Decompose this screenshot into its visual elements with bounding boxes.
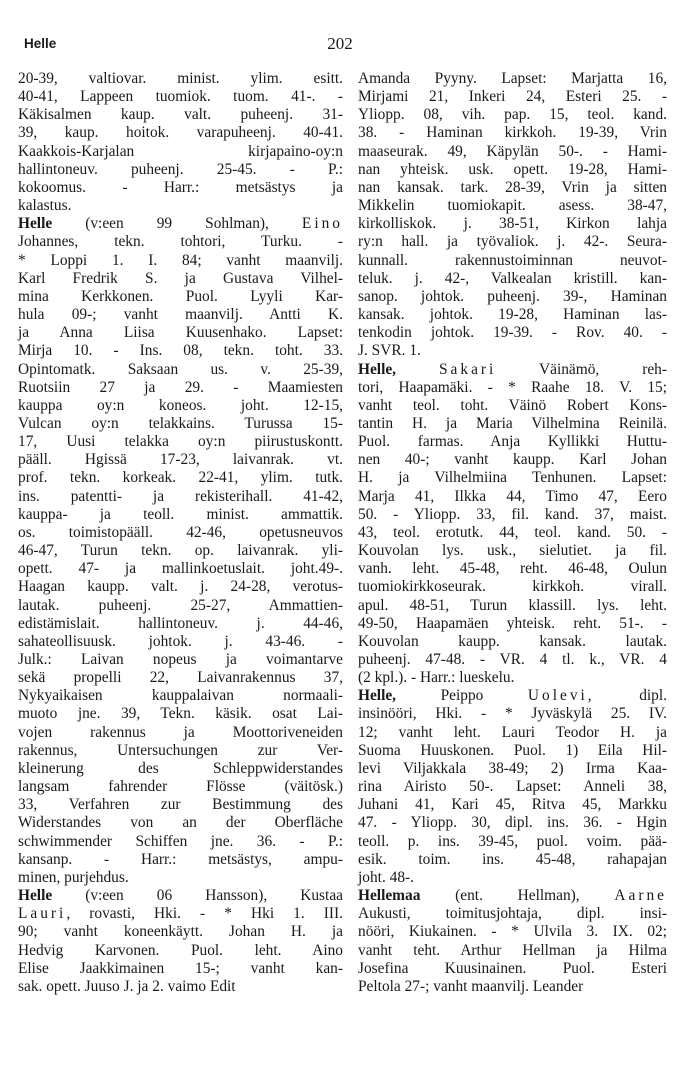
text-line: 12; vanht leht. Lauri Teodor H. ja: [358, 723, 667, 741]
entry-paragraph: [18, 70, 343, 215]
text-line: Ruotsiin 27 ja 29. - Maamiesten: [18, 378, 343, 396]
text-line: Mikkelin tuomiokapit. asess. 38-47,: [358, 197, 667, 215]
text-line: kauppa oy:n koneos. joht. 12-15,: [18, 396, 343, 414]
text-line: kleinerung des Schleppwiderstandes: [18, 759, 343, 777]
text-line: minen, purjehdus.: [18, 868, 129, 886]
entry-paragraph: [358, 361, 667, 688]
text-line: Puol. farmas. Anja Kyllikki Huttu-: [358, 433, 667, 451]
text-line: nööri, Kiukainen. - * Ulvila 3. IX. 02;: [358, 923, 667, 941]
text-line: edistämislait. hallintoneuv. j. 44-46,: [18, 614, 343, 632]
text-line: langsam fahrender Flösse (väitösk.): [18, 778, 343, 796]
page-header: [24, 36, 656, 56]
text-line: rakennus, Untersuchungen zur Ver-: [18, 741, 343, 759]
text-line: tenkodin johtok. 19-39. - Rov. 40. -: [358, 324, 667, 342]
text-line: insinööri, Hki. - * Jyväskylä 25. IV.: [358, 705, 667, 723]
text-line: Peltola 27-; vanht maanvilj. Leander: [358, 977, 584, 995]
text-line: ry:n hall. ja työvaliok. j. 42-. Seura-: [358, 233, 667, 251]
text-line: 47. - Yliopp. 30, dipl. ins. 36. - Hgin: [358, 814, 667, 832]
text-line: kalastus.: [18, 197, 72, 215]
text-line: Käkisalmen kaup. valt. puheenj. 31-: [18, 106, 343, 124]
text-line: Yliopp. 08, vih. pap. 15, teol. kand.: [358, 106, 667, 124]
text-line: Kaakkois-Karjalan kirjapaino-oy:n: [18, 142, 343, 160]
text-line: Aukusti, toimitusjohtaja, dipl. insi-: [358, 905, 667, 923]
text-line: Vulcan oy:n telakkains. Turussa 15-: [18, 414, 343, 432]
text-line: sahateollisuusk. johtok. j. 43-46. -: [18, 632, 343, 650]
text-line: Helle (v:een 99 Sohlman), Eino: [18, 215, 343, 233]
text-line: vanht teht. Arthur Hellman ja Hilma: [358, 941, 667, 959]
page-number: 202: [327, 34, 353, 53]
text-line: muoto jne. 39, Tekn. käsik. osat Lai-: [18, 705, 343, 723]
entry-paragraph: [18, 215, 343, 887]
text-line: nan yhteisk. usk. opett. 19-28, Hami-: [358, 160, 667, 178]
text-line: teluk. j. 42-, Valkealan kristill. kan-: [358, 269, 667, 287]
text-line: kirkolliskok. j. 38-51, Kirkon lahja: [358, 215, 667, 233]
text-line: kauppa- ja teoll. minist. ammattik.: [18, 505, 343, 523]
text-line: vanh. leht. 45-48, reht. 46-48, Oulun: [358, 560, 667, 578]
text-line: kansak. johtok. 19-28, Haminan las-: [358, 306, 667, 324]
text-line: 50. - Yliopp. 33, fil. kand. 37, maist.: [358, 505, 667, 523]
text-line: 43, teol. erotutk. 44, teol. kand. 50. -: [358, 523, 667, 541]
running-head: Helle: [24, 36, 57, 51]
text-line: 49-50, Haapamäen yhteisk. reht. 51-. -: [358, 614, 667, 632]
text-line: lautak. puheenj. 25-27, Ammattien-: [18, 596, 343, 614]
text-line: maaseurak. 49, Käpylän 50-. - Hami-: [358, 142, 667, 160]
text-line: 17, Uusi telakka oy:n piirustuskontt.: [18, 433, 343, 451]
text-line: 90; vanht koneenkäytt. Johan H. ja: [18, 923, 343, 941]
text-line: Haagan kaupp. valt. j. 24-28, verotus-: [18, 578, 343, 596]
text-line: joht. 48-.: [358, 868, 415, 886]
text-line: Nykyaikaisen kauppalaivan normaali-: [18, 687, 343, 705]
text-line: Hellemaa (ent. Hellman), Aarne: [358, 887, 667, 905]
text-line: prof. tekn. korkeak. 22-41, ylim. tutk.: [18, 469, 343, 487]
text-line: vanht teol. toht. Väinö Robert Kons-: [358, 396, 667, 414]
text-line: schwimmender Schiffen jne. 36. - P.:: [18, 832, 343, 850]
text-line: hula 09-; vanht maanvilj. Antti K.: [18, 306, 343, 324]
text-line: ins. patentti- ja rekisterihall. 41-42,: [18, 487, 343, 505]
text-line: Johannes, tekn. tohtori, Turku. -: [18, 233, 343, 251]
text-line: Josefina Kuusinainen. Puol. Esteri: [358, 959, 667, 977]
text-line: esik. toim. ins. 45-48, rahapajan: [358, 850, 667, 868]
text-line: Widerstandes von an der Oberfläche: [18, 814, 343, 832]
text-line: Juhani 41, Kari 45, Ritva 45, Markku: [358, 796, 667, 814]
entry-paragraph: [358, 70, 667, 361]
text-line: rina Airisto 50-. Lapset: Anneli 38,: [358, 778, 667, 796]
text-line: sak. opett. Juuso J. ja 2. vaimo Edit: [18, 977, 236, 995]
text-line: kansanp. - Harr.: metsästys, ampu-: [18, 850, 343, 868]
text-line: ja Anna Liisa Kuusenhako. Lapset:: [18, 324, 343, 342]
text-line: Kouvolan kaupp. kansak. lautak.: [358, 632, 667, 650]
text-line: tantin H. ja Maria Vilhelmina Reinilä.: [358, 414, 667, 432]
text-line: Opintomatk. Saksaan us. v. 25-39,: [18, 360, 343, 378]
text-line: Kouvolan lys. usk., sielutiet. ja fil.: [358, 542, 667, 560]
text-line: 20-39, valtiovar. minist. ylim. esitt.: [18, 70, 343, 87]
text-line: (2 kpl.). - Harr.: lueskelu.: [358, 669, 515, 687]
text-line: apul. 48-51, Turun klassill. lys. leht.: [358, 596, 667, 614]
entry-paragraph: [358, 887, 667, 996]
text-line: Mirjami 21, Inkeri 24, Esteri 25. -: [358, 88, 667, 106]
text-line: Mirja 10. - Ins. 08, tekn. toht. 33.: [18, 342, 343, 360]
text-line: nen 40-; vanht kaupp. Karl Johan: [358, 451, 667, 469]
text-line: Julk.: Laivan nopeus ja voimantarve: [18, 651, 343, 668]
text-line: kunnall. rakennustoiminnan neuvot-: [358, 251, 667, 269]
text-line: Helle, Sakari Väinämö, reh-: [358, 360, 667, 378]
text-line: opett. 47- ja mallinkoetuslait. joht.49-.: [18, 560, 343, 578]
text-line: Suoma Huuskonen. Puol. 1) Eila Hil-: [358, 741, 667, 759]
text-line: Lauri, rovasti, Hki. - * Hki 1. III.: [18, 905, 343, 923]
text-line: Karl Fredrik S. ja Gustava Vilhel-: [18, 269, 343, 287]
text-line: * Loppi 1. I. 84; vanht maanvilj.: [18, 251, 343, 269]
entry-paragraph: [358, 687, 667, 887]
text-line: 33, Verfahren zur Bestimmung des: [18, 796, 343, 814]
text-line: 40-41, Lappeen tuomiok. tuom. 41-. -: [18, 88, 343, 106]
text-line: Hedvig Karvonen. Puol. leht. Aino: [18, 941, 343, 959]
text-line: nan kansak. tark. 28-39, Vrin ja sitten: [358, 178, 667, 196]
text-line: mina Kerkkonen. Puol. Lyyli Kar-: [18, 287, 343, 305]
entry-paragraph: [18, 887, 343, 996]
text-line: Marja 41, Ilkka 44, Timo 47, Eero: [358, 487, 667, 505]
text-line: sanop. johtok. puheenj. 39-, Haminan: [358, 287, 667, 305]
right-column: [358, 70, 667, 996]
text-line: kokoomus. - Harr.: metsästys ja: [18, 178, 343, 196]
text-line: tuomiokirkkoseurak. kirkkoh. virall.: [358, 578, 667, 596]
text-line: os. toimistopääll. 42-46, opetusneuvos: [18, 523, 343, 541]
text-line: Helle (v:een 06 Hansson), Kustaa: [18, 887, 343, 905]
text-line: pääll. Hgissä 17-23, laivanrak. vt.: [18, 451, 343, 469]
text-line: tori, Haapamäki. - * Raahe 18. V. 15;: [358, 378, 667, 396]
text-line: H. ja Vilhelmiina Tenhunen. Lapset:: [358, 469, 667, 487]
text-line: levi Viljakkala 38-49; 2) Irma Kaa-: [358, 759, 667, 777]
text-line: sekä propelli 22, Laivanrakennus 37,: [18, 669, 343, 687]
left-column: [18, 70, 343, 996]
text-line: 38. - Haminan kirkkoh. 19-39, Vrin: [358, 124, 667, 142]
text-line: 39, kaup. hoitok. varapuheenj. 40-41.: [18, 124, 343, 142]
text-line: puheenj. 47-48. - VR. 4 tl. k., VR. 4: [358, 651, 667, 668]
text-line: hallintoneuv. puheenj. 25-45. - P.:: [18, 160, 343, 178]
text-line: teoll. p. ins. 39-45, puol. voim. pää-: [358, 832, 667, 850]
text-line: 46-47, Turun tekn. op. laivanrak. yli-: [18, 542, 343, 560]
text-line: J. SVR. 1.: [358, 342, 421, 360]
text-line: vojen rakennus ja Moottoriveneiden: [18, 723, 343, 741]
text-line: Elise Jaakkimainen 15-; vanht kan-: [18, 959, 343, 977]
text-line: Helle, Peippo Uolevi, dipl.: [358, 687, 667, 705]
text-line: Amanda Pyyny. Lapset: Marjatta 16,: [358, 70, 667, 87]
